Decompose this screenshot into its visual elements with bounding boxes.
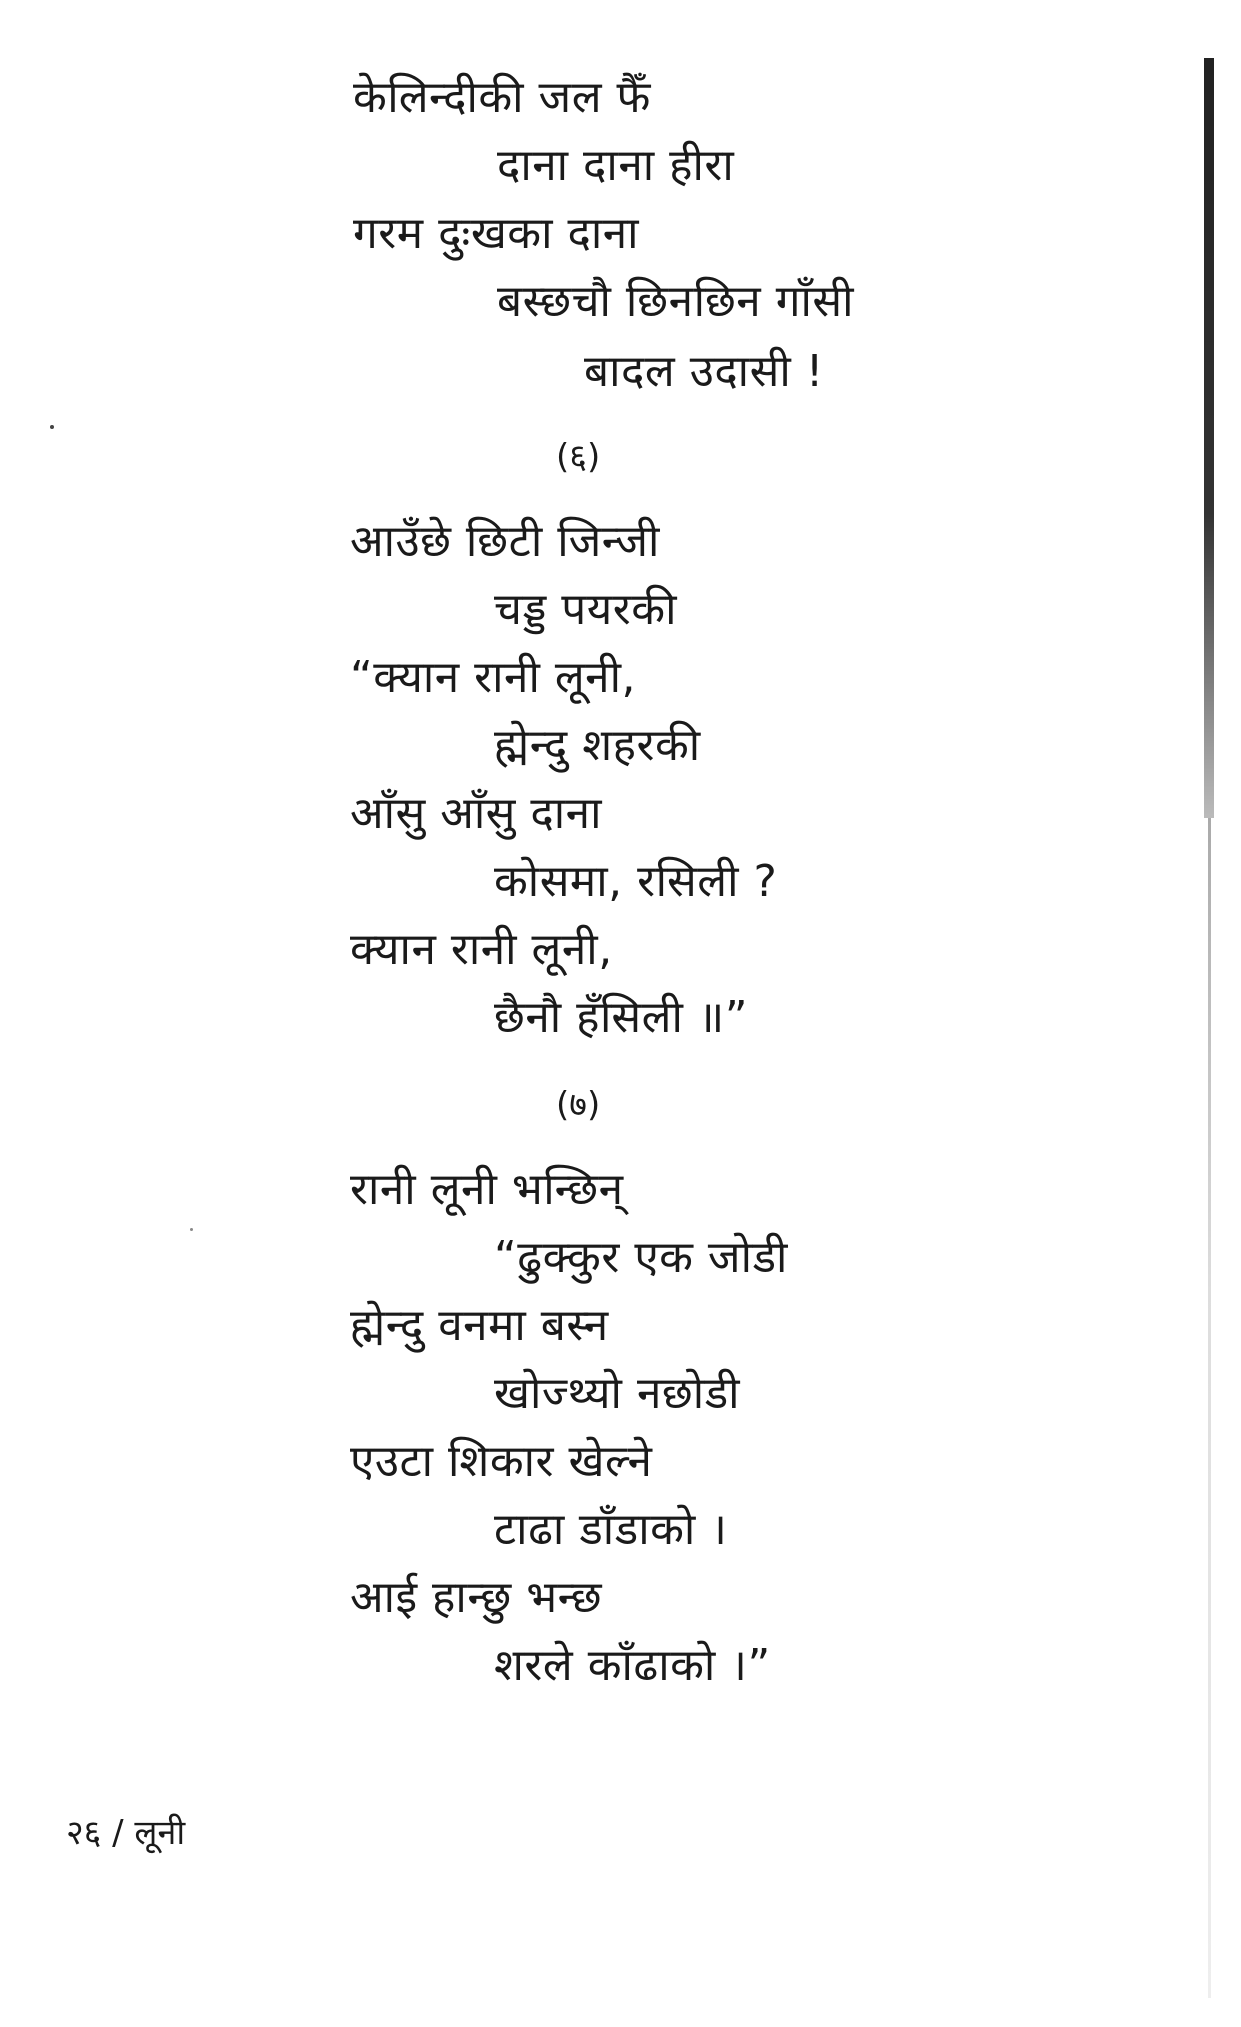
poem-line: ह्मेन्दु वनमा बस्न bbox=[350, 1300, 609, 1351]
poem-line: शरले काँढाको ।” bbox=[494, 1640, 771, 1691]
poem-line: टाढा डाँडाको । bbox=[494, 1504, 728, 1555]
poem-line: कोसमा, रसिली ? bbox=[494, 856, 778, 907]
poem-line: आँसु आँसु दाना bbox=[350, 788, 602, 839]
poem-line: “ढुक्कुर एक जोडी bbox=[494, 1232, 788, 1283]
poem-line: क्यान रानी लूनी, bbox=[350, 924, 613, 975]
page-footer: २६ / लूनी bbox=[66, 1813, 186, 1853]
scan-speck bbox=[50, 425, 54, 429]
poem-line: आउँछे छिटी जिन्जी bbox=[350, 516, 660, 567]
poem-line: आई हान्छु भन्छ bbox=[350, 1572, 603, 1623]
poem-line: छैनौ हँसिली ॥” bbox=[494, 992, 749, 1043]
poem-line: “क्यान रानी लूनी, bbox=[350, 652, 636, 703]
poem-line: रानी लूनी भन्छिन् bbox=[350, 1164, 624, 1215]
stanza-number: (७) bbox=[556, 1085, 601, 1125]
poem-line: गरम दुःखका दाना bbox=[353, 208, 640, 259]
poem-line: खोज्थ्यो नछोडी bbox=[494, 1368, 741, 1419]
poem-line: ह्मेन्दु शहरकी bbox=[494, 720, 701, 771]
poem-line: एउटा शिकार खेल्ने bbox=[350, 1436, 653, 1487]
book-spine-edge bbox=[1208, 818, 1211, 1998]
stanza-number: (६) bbox=[556, 437, 601, 477]
poem-line: बस्छचौ छिनछिन गाँसी bbox=[497, 276, 855, 327]
poem-line: बादल उदासी ! bbox=[584, 346, 824, 397]
book-spine-shadow bbox=[1204, 58, 1214, 818]
poem-line: दाना दाना हीरा bbox=[497, 140, 735, 191]
poem-line: चड्ड पयरकी bbox=[494, 584, 677, 635]
scan-speck bbox=[190, 1228, 193, 1231]
poem-line: केलिन्दीकी जल फैँ bbox=[353, 72, 651, 123]
